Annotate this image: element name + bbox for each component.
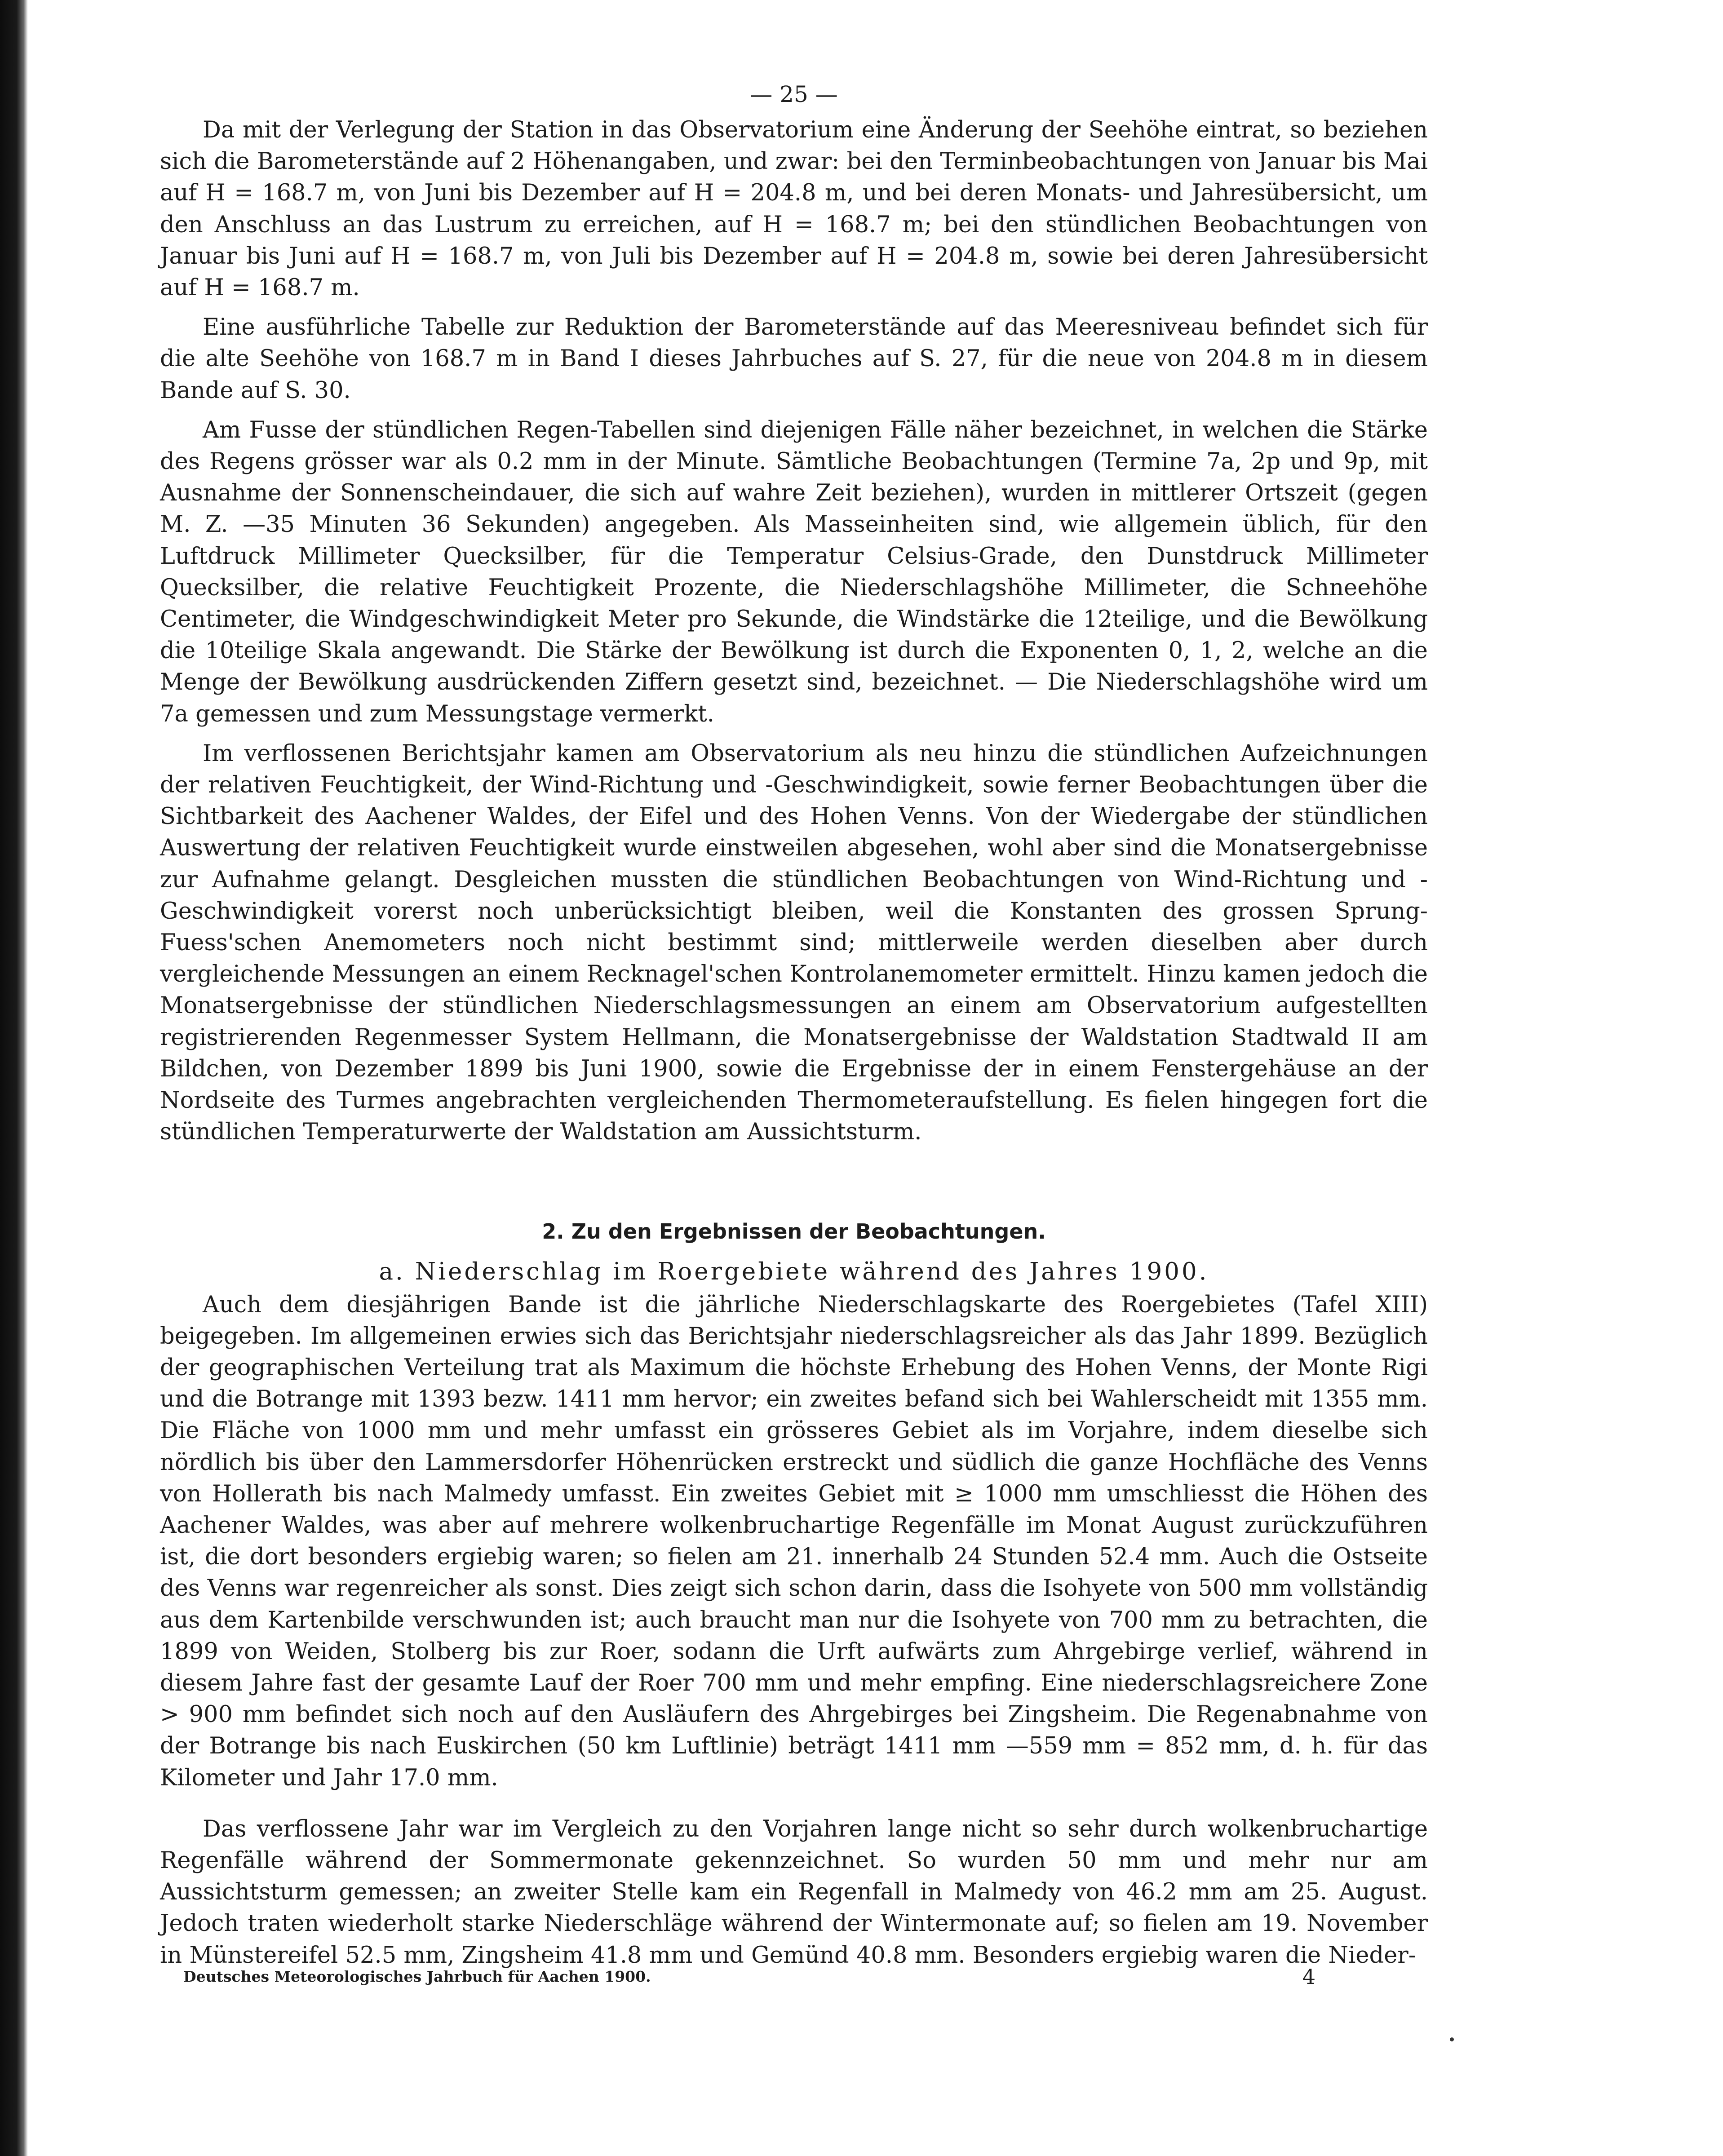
paragraph-precipitation-map: Auch dem diesjährigen Bande ist die jährliche Niederschlagskarte des Roergebietes (Tafel XIII) beigegeben. Im allgemeinen erwies sich das Berichtsjahr niederschlagsreicher als das Jahr 1899. Bezüglich der geographischen Verteilung trat als Maximum die höchste Erhebung des Hohen Venns, der Monte Rigi und die Botrange mit 1393 bezw. 1411 mm hervor; ein zweites befand sich bei Wahlerscheidt mit 1355 mm. Die Fläche von 1000 mm und mehr umfasst ein grösseres Gebiet als im Vorjahre, indem dieselbe sich nördlich bis über den Lammersdorfer Höhenrücken erstreckt und südlich die ganze Hochfläche des Venns von Hollerath bis nach Malmedy umfasst. Ein zweites Gebiet mit ≥ 1000 mm umschliesst die Höhen des Aachener Waldes, was aber auf mehrere wolkenbruchartige Regenfälle im Monat August zurückzuführen ist, die dort besonders ergiebig waren; so fielen am 21. innerhalb 24 Stunden 52.4 mm. Auch die Ostseite des Venns war regenreicher als sonst. Dies zeigt sich schon darin, dass die Isohyete von 500 mm vollständig aus dem Kartenbilde verschwunden ist; auch braucht man nur die Isohyete von 700 mm zu betrachten, die 1899 von Weiden, Stolberg bis zur Roer, sodann die Urft aufwärts zum Ahrgebirge verlief, während in diesem Jahre fast der gesamte Lauf der Roer 700 mm und mehr empfing. Eine niederschlagsreichere Zone > 900 mm befindet sich noch auf den Ausläufern des Ahrgebirges bei Zingsheim. Die Regenabnahme von der Botrange bis nach Euskirchen (50 km Luftlinie) beträgt 1411 mm —559 mm = 852 mm, d. h. für das Kilometer und Jahr 17.0 mm.: [160, 1291, 1428, 1791]
paragraph-gap: [160, 1802, 1428, 1814]
scan-binding-edge: [0, 0, 28, 2156]
paragraph-reduction-table: Eine ausführliche Tabelle zur Reduktion der Barometerstände auf das Meeresniveau befindet sich für die alte Seehöhe von 168.7 m in Band I dieses Jahrbuches auf S. 27, für die neue von 204.8 m in diesem Bande auf S. 30.: [160, 314, 1428, 404]
section-heading: 2. Zu den Ergebnissen der Beobachtungen.: [542, 1219, 1046, 1244]
document-page: [160, 79, 1428, 1979]
footer-publication: Deutsches Meteorologisches Jahrbuch für Aachen 1900.: [183, 1968, 651, 1985]
paragraph-heavy-rainfall: Das verflossene Jahr war im Vergleich zu den Vorjahren lange nicht so sehr durch wolkenbruchartige Regenfälle während der Sommermonate gekennzeichnet. So wurden 50 mm und mehr nur am Aussichtsturm gemessen; an zweiter Stelle kam ein Regenfall in Malmedy von 46.2 mm am 25. August. Jedoch traten wiederholt starke Niederschläge während der Wintermonate auf; so fielen am 19. November in Münstereifel 52.5 mm, Zingsheim 41.8 mm und Gemünd 40.8 mm. Besonders ergiebig waren die Nieder-: [160, 1815, 1428, 1969]
scan-speck: [1450, 2037, 1454, 2041]
paragraph-units: Am Fusse der stündlichen Regen-Tabellen sind diejenigen Fälle näher bezeichnet, in welchen die Stärke des Regens grösser war als 0.2 mm in der Minute. Sämtliche Beobachtungen (Termine 7a, 2p und 9p, mit Ausnahme der Sonnenscheindauer, die sich auf wahre Zeit beziehen), wurden in mittlerer Ortszeit (gegen M. Z. —35 Minuten 36 Sekunden) angegeben. Als Masseinheiten sind, wie allgemein üblich, für den Luftdruck Millimeter Quecksilber, für die Temperatur Celsius-Grade, den Dunstdruck Millimeter Quecksilber, die relative Feuchtigkeit Prozente, die Niederschlagshöhe Millimeter, die Schneehöhe Centimeter, die Windgeschwindigkeit Meter pro Sekunde, die Windstärke die 12teilige, und die Bewölkung die 10teilige Skala angewandt. Die Stärke der Bewölkung ist durch die Exponenten 0, 1, 2, welche an die Menge der Bewölkung ausdrückenden Ziffern gesetzt sind, bezeichnet. — Die Niederschlagshöhe wird um 7a gemessen und zum Messungstage vermerkt.: [160, 416, 1428, 727]
paragraph-new-observations: Im verflossenen Berichtsjahr kamen am Observatorium als neu hinzu die stündlichen Aufzeichnungen der relativen Feuchtigkeit, der Wind-Richtung und -Geschwindigkeit, sowie ferner Beobachtungen über die Sichtbarkeit des Aachener Waldes, der Eifel und des Hohen Venns. Von der Wiedergabe der stündlichen Auswertung der relativen Feuchtigkeit wurde einstweilen abgesehen, wohl aber sind die Monatsergebnisse zur Aufnahme gelangt. Desgleichen mussten die stündlichen Beobachtungen von Wind-Richtung und -Geschwindigkeit vorerst noch unberücksichtigt bleiben, weil die Konstanten des grossen Sprung-Fuess'schen Anemometers noch nicht bestimmt sind; mittlerweile werden dieselben aber durch vergleichende Messungen an einem Recknagel'schen Kontrolanemometer ermittelt. Hinzu kamen jedoch die Monatsergebnisse der stündlichen Niederschlagsmessungen an einem am Observatorium aufgestellten registrierenden Regenmesser System Hellmann, die Monatsergebnisse der Waldstation Stadtwald II am Bildchen, von Dezember 1899 bis Juni 1900, sowie die Ergebnisse der in einem Fenstergehäuse an der Nordseite des Turmes angebrachten vergleichenden Thermometeraufstellung. Es fielen hingegen fort die stündlichen Temperaturwerte der Waldstation am Aussichtsturm.: [160, 740, 1428, 1146]
paragraph-station-relocation: Da mit der Verlegung der Station in das Observatorium eine Änderung der Seehöhe eintrat, so beziehen sich die Barometerstände auf 2 Höhenangaben, und zwar: bei den Terminbeobachtungen von Januar bis Mai auf H = 168.7 m, von Juni bis Dezember auf H = 204.8 m, und bei deren Monats- und Jahresübersicht, um den Anschluss an das Lustrum zu erreichen, auf H = 168.7 m; bei den stündlichen Beobachtungen von Januar bis Juni auf H = 168.7 m, von Juli bis Dezember auf H = 204.8 m, sowie bei deren Jahresübersicht auf H = 168.7 m.: [160, 117, 1428, 301]
footer-signature-mark: 4: [1302, 1965, 1316, 1989]
page-number: — 25 —: [750, 81, 838, 107]
subsection-heading: a. Niederschlag im Roergebiete während des Jahres 1900.: [379, 1257, 1209, 1285]
